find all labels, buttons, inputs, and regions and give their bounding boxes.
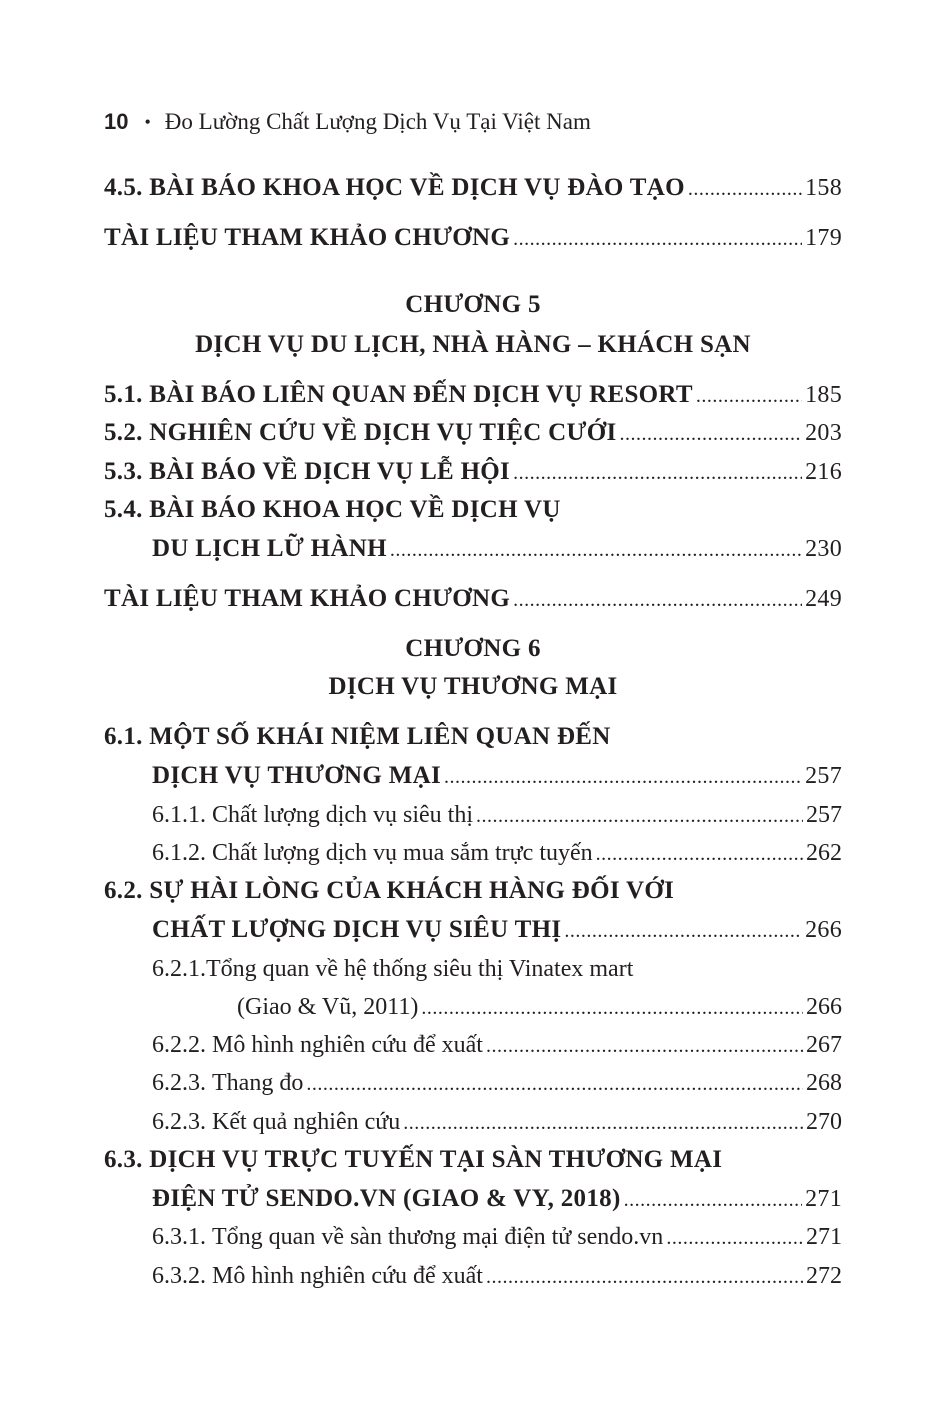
entry-title: Chất lượng dịch vụ mua sắm trực tuyến bbox=[212, 840, 593, 866]
entry-title-continued: (Giao & Vũ, 2011) bbox=[237, 994, 419, 1020]
toc-entry-references-ch5 bbox=[104, 580, 842, 618]
entry-title: Mô hình nghiên cứu để xuất bbox=[212, 1263, 483, 1289]
running-head bbox=[104, 106, 591, 138]
dot-leader bbox=[513, 454, 802, 492]
entry-title: Mô hình nghiên cứu để xuất bbox=[212, 1032, 483, 1058]
dot-leader bbox=[421, 989, 803, 1027]
entry-page: 266 bbox=[806, 994, 842, 1020]
entry-title: TÀI LIỆU THAM KHẢO CHƯƠNG bbox=[104, 224, 511, 251]
toc-entry-5-2 bbox=[104, 414, 842, 452]
entry-title: NGHIÊN CỨU VỀ DỊCH VỤ TIỆC CƯỚI bbox=[149, 419, 617, 446]
entry-page: 266 bbox=[805, 917, 842, 943]
toc-entry-6-3-1 bbox=[152, 1218, 842, 1256]
page-number: 10 bbox=[104, 109, 129, 134]
dot-leader bbox=[564, 912, 802, 950]
entry-page: 257 bbox=[806, 802, 842, 828]
bullet-separator: • bbox=[144, 111, 151, 132]
toc-entry-6-3-2 bbox=[152, 1257, 842, 1295]
dot-leader bbox=[596, 835, 803, 873]
dot-leader bbox=[306, 1065, 803, 1103]
entry-number: 5.1. bbox=[104, 381, 143, 408]
dot-leader bbox=[513, 220, 802, 258]
entry-page: 158 bbox=[805, 175, 842, 201]
entry-number: 6.1.2. bbox=[152, 840, 206, 866]
entry-title: Tổng quan về hệ thống siêu thị Vinatex mart bbox=[206, 956, 634, 982]
toc-entry-6-2-3-scale bbox=[152, 1064, 842, 1102]
entry-number: 5.2. bbox=[104, 419, 143, 446]
entry-page: 230 bbox=[805, 536, 842, 562]
entry-title: Thang đo bbox=[212, 1070, 304, 1096]
toc-entry-6-1-1 bbox=[152, 796, 842, 834]
entry-title: Tổng quan về sàn thương mại điện tử sendo.vn bbox=[212, 1224, 664, 1250]
toc-entry-6-1-line1 bbox=[104, 718, 842, 756]
chapter-5-title: DỊCH VỤ DU LỊCH, NHÀ HÀNG – KHÁCH SẠN bbox=[195, 331, 751, 358]
dot-leader bbox=[444, 758, 802, 796]
entry-title-continued: DU LỊCH LỮ HÀNH bbox=[152, 535, 387, 562]
toc-entry-6-2-line2 bbox=[152, 911, 842, 949]
dot-leader bbox=[403, 1104, 803, 1142]
toc-entry-6-3-line2 bbox=[152, 1180, 842, 1218]
dot-leader bbox=[688, 170, 802, 208]
chapter-5-label: CHƯƠNG 5 bbox=[405, 291, 541, 318]
entry-title: BÀI BÁO VỀ DỊCH VỤ LỄ HỘI bbox=[149, 458, 511, 485]
toc-entry-5-4-line1 bbox=[104, 491, 842, 529]
entry-number: 6.2.3. bbox=[152, 1109, 206, 1135]
entry-title: DỊCH VỤ TRỰC TUYẾN TẠI SÀN THƯƠNG MẠI bbox=[149, 1146, 723, 1173]
entry-number: 6.2.3. bbox=[152, 1070, 206, 1096]
entry-page: 262 bbox=[806, 840, 842, 866]
entry-page: 267 bbox=[806, 1032, 842, 1058]
toc-entry-5-3 bbox=[104, 453, 842, 491]
dot-leader bbox=[666, 1219, 803, 1257]
entry-title: BÀI BÁO KHOA HỌC VỀ DỊCH VỤ ĐÀO TẠO bbox=[149, 174, 685, 201]
toc-entry-6-2-3-results bbox=[152, 1103, 842, 1141]
toc-entry-5-4-line2 bbox=[152, 530, 842, 568]
toc-entry-6-2-1-line1 bbox=[152, 950, 842, 988]
book-title: Đo Lường Chất Lượng Dịch Vụ Tại Việt Nam bbox=[164, 109, 591, 134]
toc-entry-6-2-line1 bbox=[104, 872, 842, 910]
entry-title: TÀI LIỆU THAM KHẢO CHƯƠNG bbox=[104, 585, 511, 612]
entry-number: 6.1. bbox=[104, 723, 143, 750]
entry-page: 216 bbox=[805, 459, 842, 485]
entry-page: 271 bbox=[805, 1186, 842, 1212]
entry-title: Kết quả nghiên cứu bbox=[212, 1109, 401, 1135]
dot-leader bbox=[696, 377, 802, 415]
toc-entry-references-ch4 bbox=[104, 219, 842, 257]
entry-page: 249 bbox=[805, 586, 842, 612]
entry-page: 272 bbox=[806, 1263, 842, 1289]
toc-entry-6-2-1-line2 bbox=[237, 988, 842, 1026]
entry-title: BÀI BÁO KHOA HỌC VỀ DỊCH VỤ bbox=[149, 496, 561, 523]
entry-title: Chất lượng dịch vụ siêu thị bbox=[212, 802, 474, 828]
entry-number: 6.3.2. bbox=[152, 1263, 206, 1289]
entry-number: 6.3.1. bbox=[152, 1224, 206, 1250]
dot-leader bbox=[390, 531, 802, 569]
dot-leader bbox=[486, 1258, 803, 1296]
entry-number: 5.3. bbox=[104, 458, 143, 485]
dot-leader bbox=[513, 581, 802, 619]
entry-title: MỘT SỐ KHÁI NIỆM LIÊN QUAN ĐẾN bbox=[149, 723, 611, 750]
entry-number: 6.2.1. bbox=[152, 956, 206, 982]
entry-number: 4.5. bbox=[104, 174, 143, 201]
entry-title-continued: DỊCH VỤ THƯƠNG MẠI bbox=[152, 762, 441, 789]
chapter-6-title: DỊCH VỤ THƯƠNG MẠI bbox=[328, 673, 618, 700]
dot-leader bbox=[624, 1181, 803, 1219]
dot-leader bbox=[476, 797, 803, 835]
toc-entry-6-1-line2 bbox=[152, 757, 842, 795]
entry-page: 271 bbox=[806, 1224, 842, 1250]
entry-page: 270 bbox=[806, 1109, 842, 1135]
entry-page: 268 bbox=[806, 1070, 842, 1096]
entry-number: 5.4. bbox=[104, 496, 143, 523]
entry-title: BÀI BÁO LIÊN QUAN ĐẾN DỊCH VỤ RESORT bbox=[149, 381, 693, 408]
dot-leader bbox=[620, 415, 803, 453]
dot-leader bbox=[486, 1027, 803, 1065]
toc-entry-6-1-2 bbox=[152, 834, 842, 872]
entry-page: 203 bbox=[805, 420, 842, 446]
entry-page: 185 bbox=[805, 382, 842, 408]
entry-page: 257 bbox=[805, 763, 842, 789]
toc-entry-4-5 bbox=[104, 169, 842, 207]
entry-number: 6.1.1. bbox=[152, 802, 206, 828]
entry-page: 179 bbox=[805, 225, 842, 251]
toc-entry-5-1 bbox=[104, 376, 842, 414]
toc-entry-6-3-line1 bbox=[104, 1141, 842, 1179]
entry-title-continued: ĐIỆN TỬ SENDO.VN (GIAO & VY, 2018) bbox=[152, 1185, 621, 1212]
entry-number: 6.2.2. bbox=[152, 1032, 206, 1058]
entry-number: 6.3. bbox=[104, 1146, 143, 1173]
entry-title-continued: CHẤT LƯỢNG DỊCH VỤ SIÊU THỊ bbox=[152, 916, 562, 943]
toc-entry-6-2-2 bbox=[152, 1026, 842, 1064]
entry-number: 6.2. bbox=[104, 877, 143, 904]
entry-title: SỰ HÀI LÒNG CỦA KHÁCH HÀNG ĐỐI VỚI bbox=[149, 877, 675, 904]
chapter-6-label: CHƯƠNG 6 bbox=[405, 635, 541, 662]
